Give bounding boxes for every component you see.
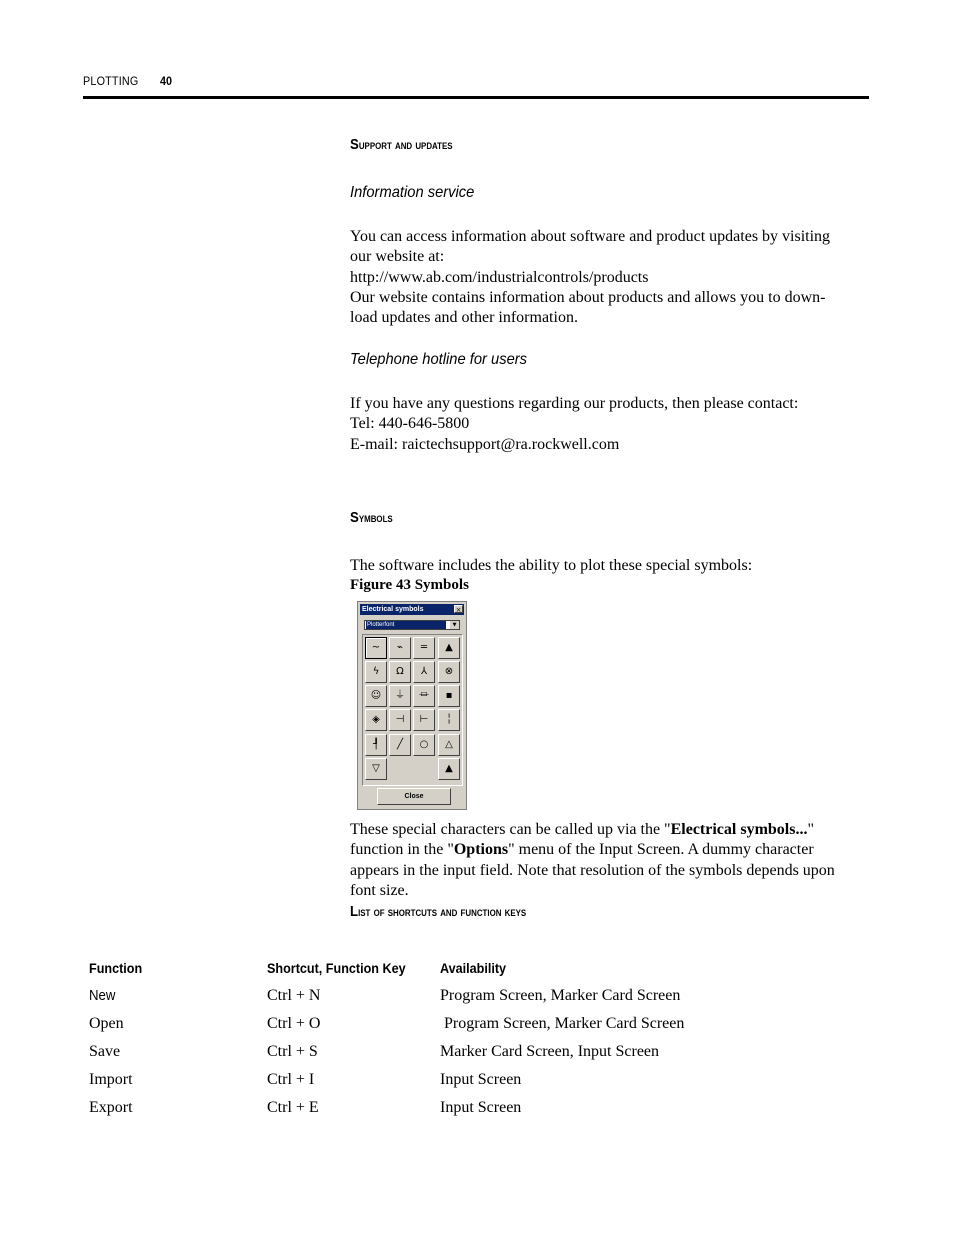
table-cell-function: Open [89, 1015, 124, 1032]
heading-support-and-updates: Support and updates [350, 136, 453, 153]
electrical-symbols-dialog [357, 601, 467, 810]
symbol-button[interactable]: ϟ [365, 661, 387, 683]
symbol-button[interactable]: ⊗ [438, 661, 460, 683]
email-address[interactable]: E-mail: raictechsupport@ra.rockwell.com [350, 435, 620, 453]
symbol-button[interactable]: ┦ [365, 734, 387, 756]
symbol-button[interactable]: Ω [389, 661, 411, 683]
symbol-grid [362, 634, 463, 786]
table-cell-availability: Marker Card Screen, Input Screen [440, 1043, 660, 1060]
description-line: These special characters can be called up via the "Electrical symbols..." [350, 821, 814, 838]
symbol-button[interactable]: ▽ [365, 758, 387, 780]
symbol-button[interactable]: ⊣ [389, 709, 411, 731]
close-icon[interactable]: × [455, 606, 462, 614]
header-rule [83, 96, 869, 99]
table-cell-shortcut: Ctrl + N [267, 987, 321, 1004]
table-cell-function: Import [89, 1071, 133, 1088]
symbol-button[interactable]: ⏚ [389, 685, 411, 707]
info-line: load updates and other information. [350, 309, 578, 327]
column-header-shortcut: Shortcut, Function Key [267, 960, 406, 976]
symbol-button[interactable]: ⏛ [413, 685, 435, 707]
symbols-intro: The software includes the ability to plot these special symbols: [350, 557, 753, 574]
symbol-button[interactable]: △ [438, 734, 460, 756]
figure-caption: Figure 43 Symbols [350, 577, 469, 593]
telephone-number: Tel: 440-646-5800 [350, 415, 470, 433]
symbol-button[interactable]: ▲ [438, 758, 460, 780]
dialog-title-bar [360, 604, 464, 615]
symbol-button[interactable]: ▪ [438, 685, 460, 707]
symbol-button[interactable]: ═ [413, 637, 435, 659]
symbols-description [350, 820, 870, 901]
table-cell-availability: Input Screen [440, 1099, 522, 1116]
table-cell-function: Save [89, 1043, 121, 1060]
symbol-button[interactable]: ○ [413, 734, 435, 756]
table-cell-availability: Program Screen, Marker Card Screen [440, 1015, 685, 1032]
description-line: function in the "Options" menu of the Input Screen. A dummy character [350, 841, 814, 859]
website-link[interactable]: http://www.ab.com/industrialcontrols/products [350, 268, 649, 286]
heading-telephone-hotline: Telephone hotline for users [350, 351, 528, 368]
table-cell-shortcut: Ctrl + S [267, 1043, 318, 1060]
column-header-function: Function [89, 960, 143, 976]
description-line: font size. [350, 881, 409, 899]
close-button[interactable]: Close [377, 788, 451, 805]
contact-line: If you have any questions regarding our products, then please contact: [350, 395, 799, 412]
chevron-down-icon[interactable]: ▼ [450, 621, 459, 629]
page-number: 40 [160, 74, 173, 88]
symbol-button[interactable]: ⌁ [389, 637, 411, 659]
table-cell-function: New [89, 987, 116, 1004]
symbol-button[interactable]: ⅄ [413, 661, 435, 683]
dialog-title: Electrical symbols [362, 606, 424, 613]
symbol-button[interactable]: ╎ [438, 709, 460, 731]
options-term: Options [453, 841, 509, 859]
heading-symbols: Symbols [350, 509, 393, 526]
table-cell-shortcut: Ctrl + I [267, 1071, 315, 1088]
description-line: appears in the input field. Note that resolution of the symbols depends upon [350, 861, 835, 879]
table-cell-availability: Program Screen, Marker Card Screen [440, 987, 681, 1004]
heading-information-service: Information service [350, 184, 475, 201]
table-cell-shortcut: Ctrl + E [267, 1099, 319, 1116]
info-line: Our website contains information about products and allows you to down- [350, 288, 826, 306]
symbol-button[interactable]: ⊢ [413, 709, 435, 731]
electrical-symbols-term: Electrical symbols... [670, 821, 808, 838]
heading-shortcuts: List of shortcuts and function keys [350, 903, 527, 920]
info-line: You can access information about software and product updates by visiting [350, 228, 831, 245]
table-cell-availability: Input Screen [440, 1071, 522, 1088]
font-select[interactable] [364, 620, 460, 630]
symbol-button[interactable]: ◈ [365, 709, 387, 731]
info-paragraph [350, 227, 870, 328]
running-header-section: PLOTTING [83, 74, 139, 88]
telephone-paragraph [350, 394, 870, 455]
table-cell-shortcut: Ctrl + O [267, 1015, 321, 1032]
info-line: our website at: [350, 248, 445, 266]
column-header-availability: Availability [440, 960, 507, 976]
symbol-button[interactable]: ☺ [365, 685, 387, 707]
table-cell-function: Export [89, 1099, 133, 1116]
symbol-button[interactable]: ╱ [389, 734, 411, 756]
symbol-button[interactable]: ~ [365, 637, 387, 659]
symbol-button[interactable]: ▲ [438, 637, 460, 659]
font-select-value: Plotterfont [366, 621, 446, 629]
